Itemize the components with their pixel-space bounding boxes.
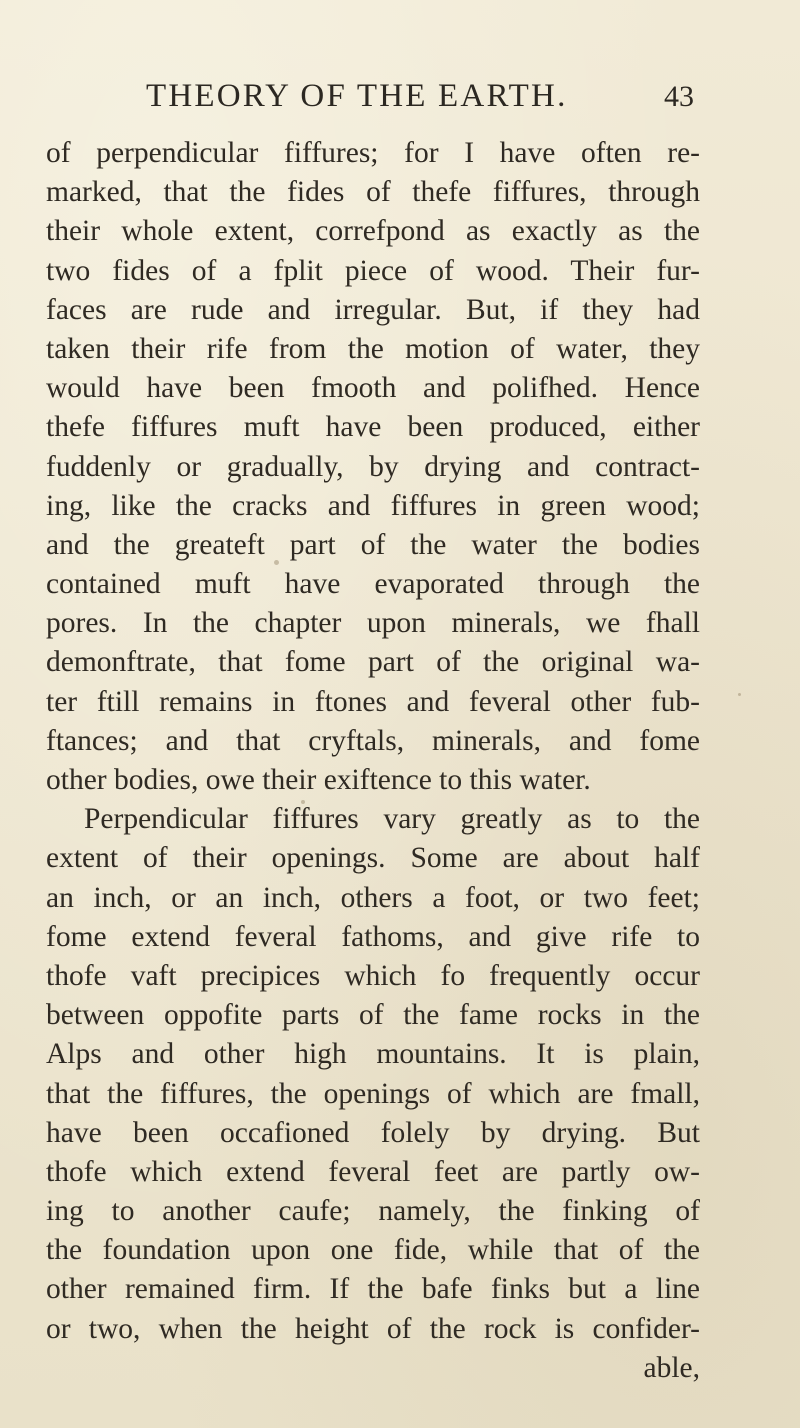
text-line: between oppofite parts of the fame rocks in the <box>46 999 700 1032</box>
text-line: thofe vaft precipices which fo frequently occur <box>46 959 700 992</box>
text-line: have been occafioned folely by drying. But <box>46 1116 700 1149</box>
text-line: an inch, or an inch, others a foot, or two feet; <box>46 881 700 914</box>
text-line: ing, like the cracks and fiffures in green wood; <box>46 489 700 522</box>
text-line: fome extend feveral fathoms, and give rife to <box>46 920 700 953</box>
text-line: ter ftill remains in ftones and feveral other fub- <box>46 685 700 718</box>
text-line: and the greateft part of the water the bodies <box>46 528 700 561</box>
page-number: 43 <box>664 80 694 113</box>
text-line: that the fiffures, the openings of which are fmall, <box>46 1077 700 1110</box>
paragraph-start-line: Perpendicular fiffures vary greatly as to the <box>84 803 700 836</box>
text-line: ftances; and that cryftals, minerals, and fome <box>46 724 700 757</box>
text-line: other bodies, owe their exiftence to this water. <box>46 764 591 796</box>
text-line: their whole extent, correfpond as exactly as the <box>46 215 700 248</box>
text-line: marked, that the fides of thefe fiffures, through <box>46 176 700 209</box>
text-line: Alps and other high mountains. It is plain, <box>46 1038 700 1071</box>
paper-speck <box>274 560 279 565</box>
text-line: thefe fiffures muft have been produced, either <box>46 411 700 444</box>
text-line: of perpendicular fiffures; for I have often re- <box>46 137 700 169</box>
text-line: other remained firm. If the bafe finks but a line <box>46 1273 700 1306</box>
paper-speck <box>738 693 741 696</box>
text-line: demonftrate, that fome part of the original wa- <box>46 646 700 679</box>
text-line: two fides of a fplit piece of wood. Their fur- <box>46 254 700 287</box>
catchword: able, <box>643 1351 700 1384</box>
text-line: extent of their openings. Some are about half <box>46 842 700 875</box>
body-text <box>46 134 700 1388</box>
text-line: taken their rife from the motion of water, they <box>46 332 700 365</box>
text-line: pores. In the chapter upon minerals, we fhall <box>46 607 700 640</box>
text-line: would have been fmooth and polifhed. Hence <box>46 372 700 405</box>
text-line: faces are rude and irregular. But, if they had <box>46 293 700 326</box>
text-line: or two, when the height of the rock is confider- <box>46 1312 700 1345</box>
text-line: the foundation upon one fide, while that of the <box>46 1234 700 1267</box>
text-line: fuddenly or gradually, by drying and contract- <box>46 450 700 483</box>
running-head <box>146 78 694 118</box>
text-line: ing to another caufe; namely, the finking of <box>46 1195 700 1228</box>
running-title: THEORY OF THE EARTH. <box>146 78 568 114</box>
text-line: thofe which extend feveral feet are partly ow- <box>46 1155 700 1188</box>
paper-speck <box>301 800 305 804</box>
text-line: contained muft have evaporated through the <box>46 568 700 601</box>
